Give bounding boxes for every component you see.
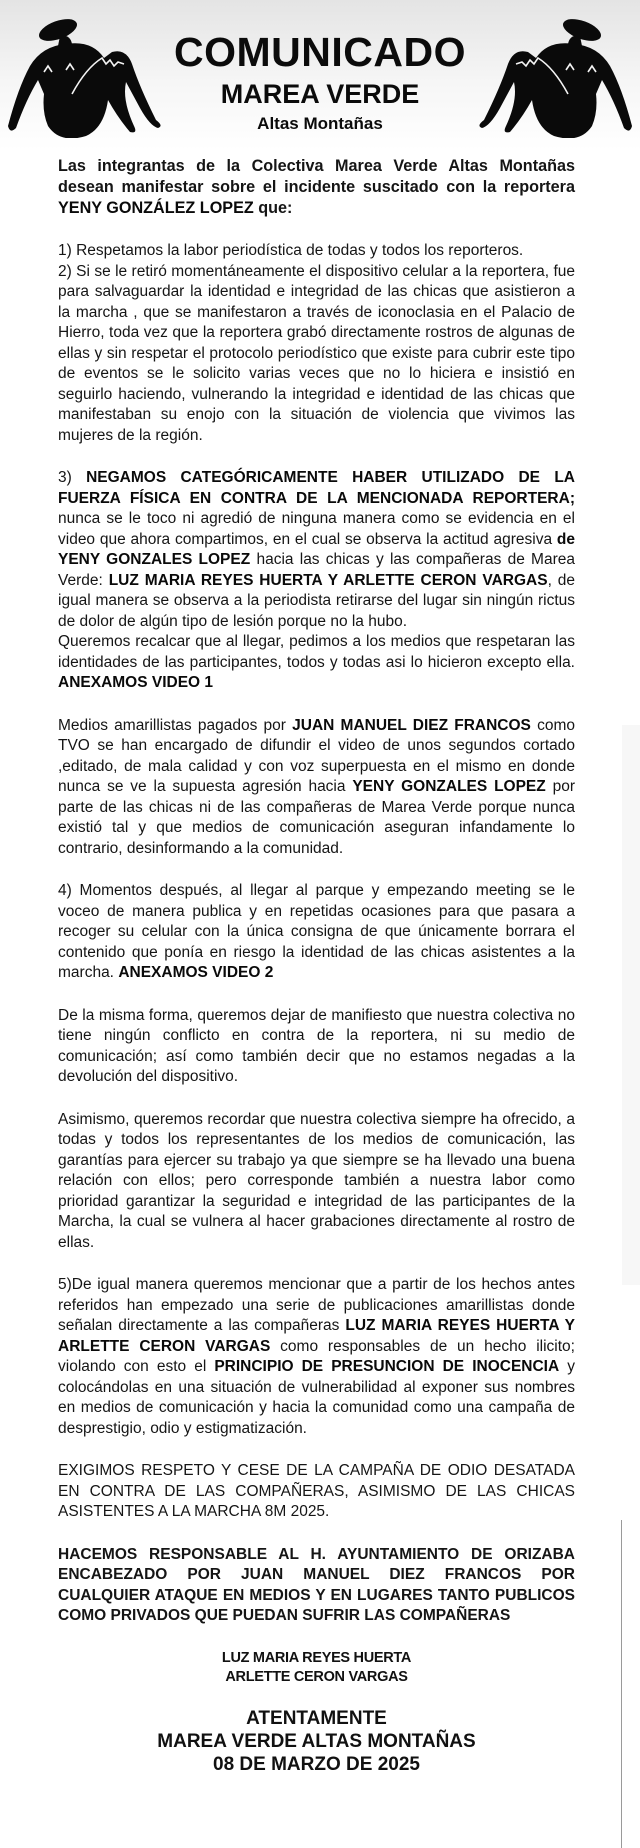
emphasis-text: YENY GONZÁLEZ LOPEZ bbox=[58, 199, 254, 217]
body-text: hacia las chicas y las compañeras de Marea Verde: bbox=[58, 551, 575, 589]
body-text: Asimismo, queremos recordar que nuestra colectiva siempre ha ofrecido, a todas y todos los representantes de los medios de comunicación, las garantías para ejercer su trabajo ya que siempre se ha llevado una buena relación con ellos; pero corresponde también a nuestra labor como prioridad garantizar la seguridad e integridad de las participantes de la Marcha, la cual se vulnera al hacer grabaciones directamente al rostro de ellas. bbox=[58, 1110, 575, 1251]
body-text: 3) bbox=[58, 469, 87, 486]
yellow-press-paragraph bbox=[58, 716, 575, 860]
closing-organization: MAREA VERDE ALTAS MONTAÑAS bbox=[157, 1730, 476, 1752]
body-text: , de igual manera se observa a la periodista retirarse del lugar sin ningún rictus de dolor de algún tipo de lesión porque no la hubo. bbox=[58, 571, 576, 630]
communique-body bbox=[0, 150, 640, 1776]
point-3-video-note bbox=[58, 632, 575, 694]
closing-block bbox=[58, 1707, 575, 1776]
body-text: Queremos recalcar que al llegar, pedimos a los medios que respetaran las identidades de las participantes, todos y todas asi lo hicieron excepto ella. bbox=[58, 633, 575, 671]
body-text: Medios amarillistas pagados por bbox=[58, 716, 293, 734]
demand-respect: EXIGIMOS RESPETO Y CESE DE LA CAMPAÑA DE ODIO DESATADA EN CONTRA DE LAS COMPAÑERAS, ASIMISMO DE LAS CHICAS ASISTENTES A LA MARCHA 8M 2025. bbox=[58, 1462, 575, 1520]
emphasis-text: LUZ MARIA REYES HUERTA Y ARLETTE CERON VARGAS bbox=[58, 1317, 575, 1355]
intro-paragraph bbox=[58, 150, 575, 219]
body-text: nunca se le toco ni agredió de ninguna manera como se evidencia en el video que ahora compartimos, en el cual se observa la actitud agresiva bbox=[58, 510, 575, 548]
no-conflict-paragraph bbox=[58, 1006, 575, 1088]
signatory-name: ARLETTE CERON VARGAS bbox=[225, 1668, 408, 1685]
emphasis-text: LUZ MARIA REYES HUERTA Y ARLETTE CERON VARGAS bbox=[108, 571, 548, 589]
body-text: y colocándolas en una situación de vulnerabilidad al exponer sus nombres en medios de comunicación y hacia la comunidad como una campaña de desprestigio, odio y estigmatización. bbox=[58, 1358, 575, 1437]
body-text: 5)De igual manera queremos mencionar que a partir de los hechos antes referidos han empezado una serie de publicaciones amarillistas donde señalan directamente a las compañeras bbox=[58, 1276, 575, 1334]
signatory-name: LUZ MARIA REYES HUERTA bbox=[221, 1649, 412, 1666]
scan-seam bbox=[622, 725, 640, 1285]
point-2 bbox=[58, 262, 575, 447]
body-text: Las integrantas de la Colectiva Marea Verde Altas Montañas desean manifestar sobre el incidente suscitado con la reportera bbox=[58, 157, 575, 196]
emphasis-text: ANEXAMOS VIDEO 1 bbox=[58, 674, 214, 691]
demand-responsibility: HACEMOS RESPONSABLE AL H. AYUNTAMIENTO DE ORIZABA ENCABEZADO POR JUAN MANUEL DIEZ FRANCOS POR CUALQUIER ATAQUE EN MEDIOS Y EN LUGARES TANTO PUBLICOS COMO PRIVADOS QUE PUEDAN SUFRIR LAS COMPAÑERAS bbox=[58, 1545, 575, 1624]
point-1 bbox=[58, 241, 575, 262]
point-5 bbox=[58, 1275, 575, 1439]
body-text: como responsables de un hecho ilicito; violando con esto el bbox=[58, 1337, 575, 1375]
body-text: De la misma forma, queremos dejar de manifiesto que nuestra colectiva no tiene ningún conflicto en contra de la reportera, ni su medio de comunicación; así como también decir que no estamos negadas a la devolución del dispositivo. bbox=[58, 1006, 575, 1085]
body-text: 1) Respetamos la labor periodística de todas y todos los reporteros. bbox=[58, 242, 524, 259]
guarantees-paragraph bbox=[58, 1110, 575, 1254]
emphasis-text: JUAN MANUEL DIEZ FRANCOS bbox=[292, 716, 531, 734]
emphasis-text: ANEXAMOS VIDEO 2 bbox=[118, 964, 274, 981]
body-text: que: bbox=[253, 199, 293, 217]
emphasis-text: YENY GONZALES LOPEZ bbox=[352, 778, 546, 795]
scan-edge-line bbox=[621, 1520, 622, 1848]
seated-woman-right-icon bbox=[470, 8, 640, 138]
emphasis-text: PRINCIPIO DE PRESUNCION DE INOCENCIA bbox=[214, 1358, 560, 1375]
body-text: 4) Momentos después, al llegar al parque y empezando meeting se le voceo de manera publica y en repetidas ocasiones para que pasara a recoger su celular con la única consigna de que únicamente borrara el contenido que ponía en riesgo la identidad de las chicas asistentes a la marcha. bbox=[58, 882, 575, 981]
closing-date: 08 DE MARZO DE 2025 bbox=[213, 1753, 420, 1775]
signatories bbox=[58, 1649, 575, 1687]
point-3 bbox=[58, 468, 575, 632]
body-text: como TVO se han encargado de difundir el video de unos segundos cortado ,editado, de mala calidad y con voz superpuesta en el mismo en donde nunca se ve la supuesta agresión hacia bbox=[58, 716, 575, 795]
header bbox=[0, 0, 640, 150]
organization-name: MAREA VERDE bbox=[220, 79, 420, 109]
body-text: 2) Si se le retiró momentáneamente el dispositivo celular a la reportera, fue para salvaguardar la identidad e integridad de las chicas que asistieron a la marcha , que se manifestaron a través de iconoclasia en el Palacio de Hierro, toda vez que la reportera grabó directamente rostros de algunas de ellas y sin respetar el protocolo periodístico que existe para cubrir este tipo de eventos se le solicito varias veces que no lo hiciera e insistió en seguirlo haciendo, vulnerando la integridad e identidad de las chicas que manifestaban su enojo con la situación de violencia que vivimos las mujeres de la región. bbox=[58, 262, 575, 444]
closing-salutation: ATENTAMENTE bbox=[246, 1707, 387, 1729]
body-text: por parte de las chicas ni de las compañeras de Marea Verde porque nunca existió tal y que medios de comunicación aseguran infandamente lo contrario, desinformando a la comunidad. bbox=[58, 778, 575, 857]
organization-region: Altas Montañas bbox=[257, 114, 383, 133]
point-4 bbox=[58, 881, 575, 984]
document-title: COMUNICADO bbox=[174, 29, 466, 75]
emphasis-text: NEGAMOS CATEGÓRICAMENTE HABER UTILIZADO DE LA FUERZA FÍSICA EN CONTRA DE LA MENCIONADA REPORTERA; bbox=[58, 469, 575, 507]
emphasis-text: de YENY GONZALES LOPEZ bbox=[58, 530, 575, 568]
